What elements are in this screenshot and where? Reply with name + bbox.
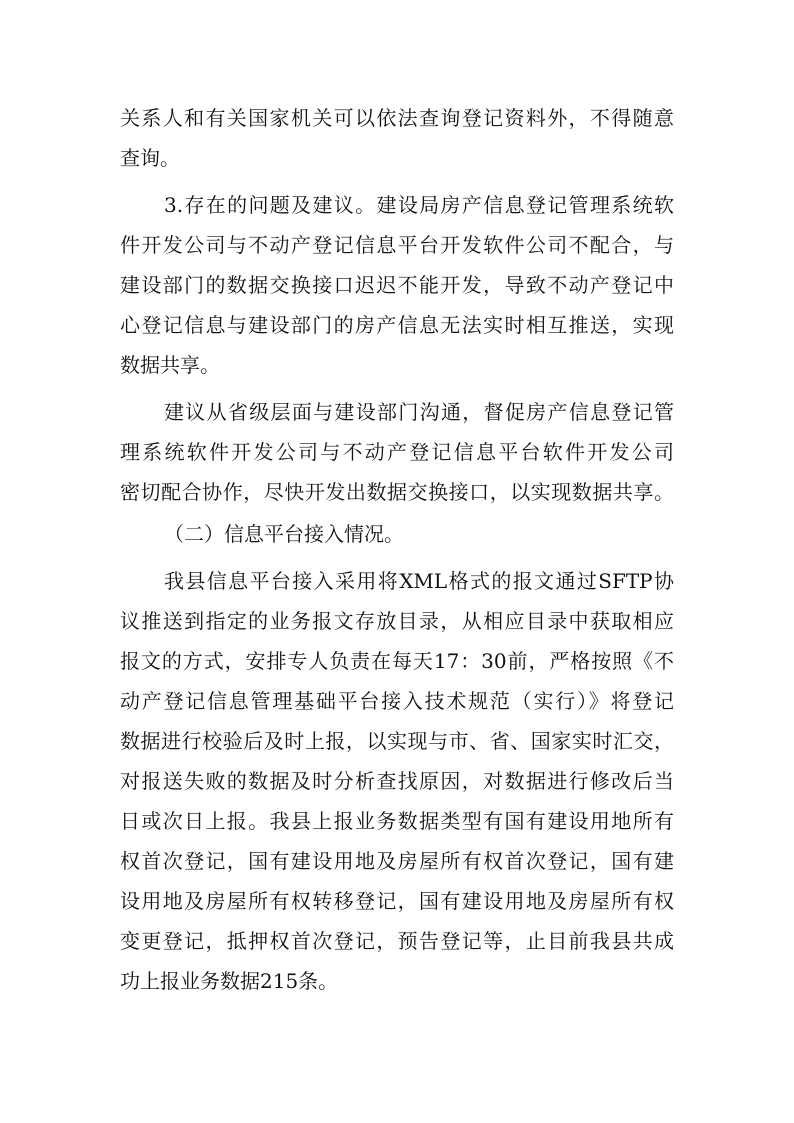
text-line: 数据共享。 <box>120 353 220 377</box>
text-line: 报文的方式，安排专人负责在每天17：30前，严格按照《不 <box>120 649 674 673</box>
text-line: 建议从省级层面与建设部门沟通，督促房产信息登记管 <box>164 400 674 424</box>
text-line: 理系统软件开发公司与不动产登记信息平台软件开发公司 <box>120 440 674 464</box>
text-line: 议推送到指定的业务报文存放目录，从相应目录中获取相应 <box>120 609 674 633</box>
text-line: 密切配合协作，尽快开发出数据交换接口，以实现数据共享。 <box>120 480 674 504</box>
text-line: 3.存在的问题及建议。建设局房产信息登记管理系统软 <box>164 193 674 217</box>
text-line: 对报送失败的数据及时分析查找原因，对数据进行修改后当 <box>120 769 674 793</box>
text-line: 功上报业务数据215条。 <box>120 969 339 993</box>
text-line: 建设部门的数据交换接口迟迟不能开发，导致不动产登记中 <box>120 273 674 297</box>
text-line: 日或次日上报。我县上报业务数据类型有国有建设用地所有 <box>120 809 674 833</box>
text-line: 权首次登记，国有建设用地及房屋所有权首次登记，国有建 <box>120 849 674 873</box>
text-line: 心登记信息与建设部门的房产信息无法实时相互推送，实现 <box>120 313 674 337</box>
text-line: 数据进行校验后及时上报，以实现与市、省、国家实时汇交， <box>120 729 674 753</box>
text-line: 查询。 <box>120 146 180 170</box>
text-line: 变更登记，抵押权首次登记，预告登记等，止目前我县共成 <box>120 929 674 953</box>
text-line: 我县信息平台接入采用将XML格式的报文通过SFTP协 <box>164 569 674 593</box>
text-line: 关系人和有关国家机关可以依法查询登记资料外，不得随意 <box>120 106 674 130</box>
text-line: 动产登记信息管理基础平台接入技术规范（实行）》将登记 <box>120 689 674 713</box>
text-line: 设用地及房屋所有权转移登记，国有建设用地及房屋所有权 <box>120 889 674 913</box>
text-line: 件开发公司与不动产登记信息平台开发软件公司不配合，与 <box>120 233 674 257</box>
section-heading: （二）信息平台接入情况。 <box>164 522 404 546</box>
